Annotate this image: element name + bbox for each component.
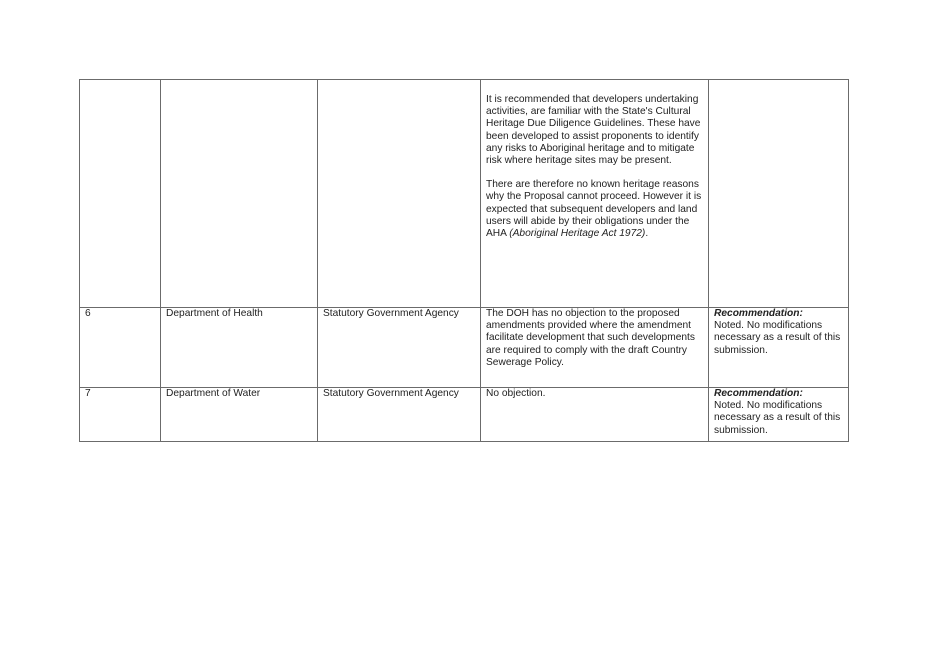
type-cell (318, 80, 481, 308)
comment-cell: The DOH has no objection to the proposed amendments provided where the amendment facilitate development that such developments are required to comply with the draft Country Sewerage Policy. (481, 308, 709, 388)
recommendation-text: Noted. No modifications necessary as a result of this submission. (714, 400, 841, 436)
comment-cell (481, 80, 709, 308)
table-row-continuation (80, 80, 849, 308)
recommendation-title: Recommendation: (714, 308, 803, 319)
number-cell: 7 (80, 388, 161, 442)
submitter-cell: Department of Health (161, 308, 318, 388)
comment-text: There are therefore no known heritage reasons why the Proposal cannot proceed. However it is expected that subsequent developers and land users will abide by their obligations under the AHA (486, 179, 702, 240)
number-cell (80, 80, 161, 308)
submitter-cell (161, 80, 318, 308)
comment-cell: No objection. (481, 388, 709, 442)
type-cell: Statutory Government Agency (318, 388, 481, 442)
act-name: (Aboriginal Heritage Act 1972) (509, 228, 646, 240)
submitter-cell: Department of Water (161, 388, 318, 442)
recommendation-text: Noted. No modifications necessary as a result of this submission. (714, 320, 841, 356)
recommendation-title: Recommendation: (714, 388, 803, 399)
recommendation-cell (709, 388, 849, 442)
comment-paragraph: It is recommended that developers undertaking activities, are familiar with the State's Cultural Heritage Due Diligence Guidelines. These have been developed to assist proponents to identify any risks to Aboriginal heritage and to mitigate risk where heritage sites may be present. (486, 94, 701, 167)
number-cell: 6 (80, 308, 161, 388)
submissions-table (79, 79, 849, 442)
recommendation-cell (709, 80, 849, 308)
table-row (80, 308, 849, 388)
recommendation-cell (709, 308, 849, 388)
table-row (80, 388, 849, 442)
comment-text-end: . (645, 228, 649, 240)
type-cell: Statutory Government Agency (318, 308, 481, 388)
comment-paragraph (486, 179, 703, 240)
